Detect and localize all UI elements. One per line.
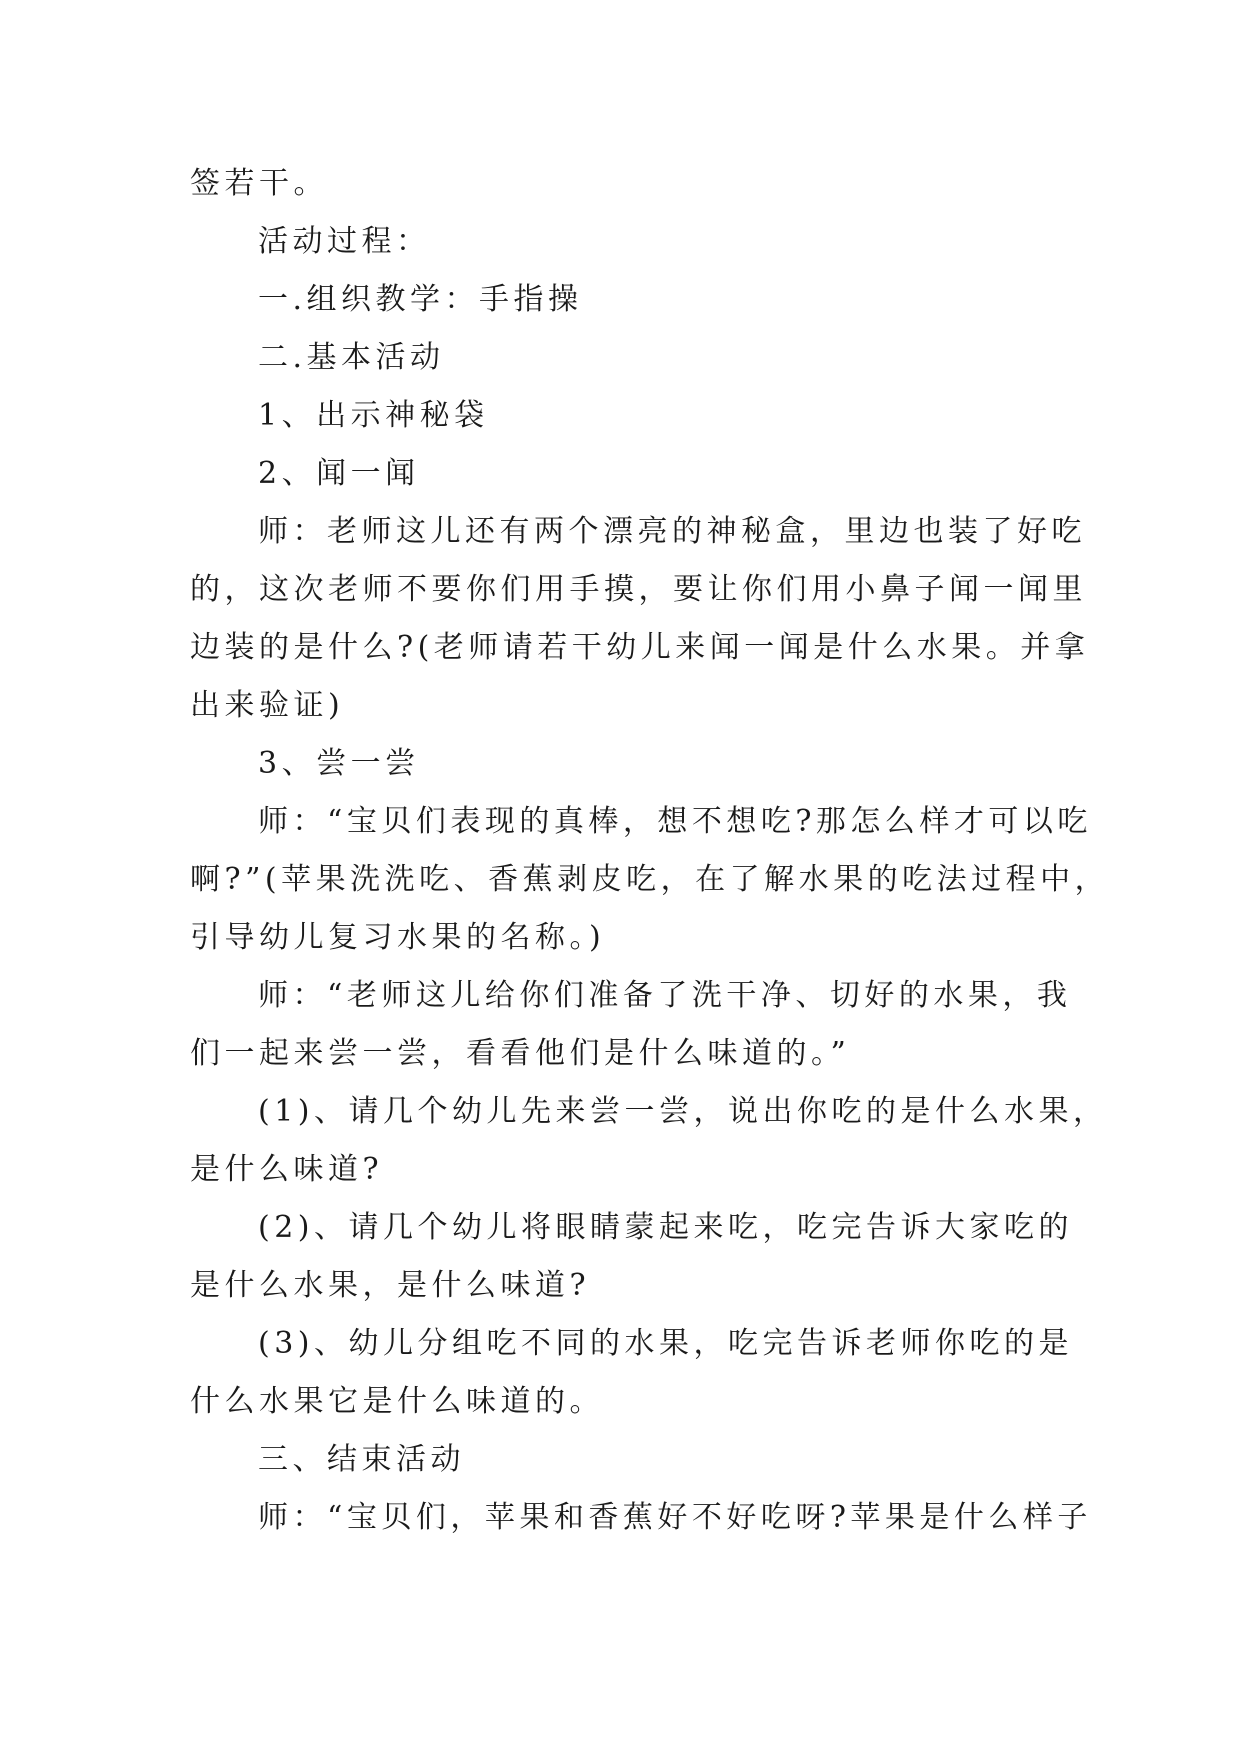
text-line: 3、尝一尝 — [258, 746, 420, 781]
text-line: 边装的是什么?(老师请若干幼儿来闻一闻是什么水果。并拿 — [190, 630, 1090, 665]
text-line: 三、结束活动 — [258, 1442, 465, 1477]
document-body — [190, 155, 1110, 1547]
text-line: 师：“老师这儿给你们准备了洗干净、切好的水果，我 — [258, 978, 1072, 1013]
text-line: (3)、幼儿分组吃不同的水果，吃完告诉老师你吃的是 — [258, 1326, 1073, 1361]
text-line: (1)、请几个幼儿先来尝一尝，说出你吃的是什么水果， — [258, 1094, 1108, 1129]
text-line: 们一起来尝一尝，看看他们是什么味道的。” — [190, 1036, 851, 1071]
text-line: 签若干。 — [190, 166, 328, 201]
text-line: 啊?”(苹果洗洗吃、香蕉剥皮吃，在了解水果的吃法过程中， — [190, 862, 1110, 897]
text-line: 师：“宝贝们，苹果和香蕉好不好吃呀?苹果是什么样子 — [258, 1500, 1092, 1535]
text-line: 出来验证) — [190, 688, 345, 723]
text-line: 师：“宝贝们表现的真棒，想不想吃?那怎么样才可以吃 — [258, 804, 1092, 839]
text-line: 的，这次老师不要你们用手摸，要让你们用小鼻子闻一闻里 — [190, 572, 1087, 607]
text-line: 一.组织教学：手指操 — [258, 282, 583, 317]
text-line: 引导幼儿复习水果的名称。) — [190, 920, 606, 955]
text-line: 什么水果它是什么味道的。 — [190, 1384, 604, 1419]
text-line: 师：老师这儿还有两个漂亮的神秘盒，里边也装了好吃 — [258, 514, 1086, 549]
text-line: 活动过程： — [258, 224, 431, 259]
text-line: 二.基本活动 — [258, 340, 445, 375]
text-line: (2)、请几个幼儿将眼睛蒙起来吃，吃完告诉大家吃的 — [258, 1210, 1073, 1245]
text-line: 2、闻一闻 — [258, 456, 420, 491]
text-line: 1、出示神秘袋 — [258, 398, 489, 433]
text-line: 是什么味道? — [190, 1152, 384, 1187]
text-line: 是什么水果，是什么味道? — [190, 1268, 591, 1303]
